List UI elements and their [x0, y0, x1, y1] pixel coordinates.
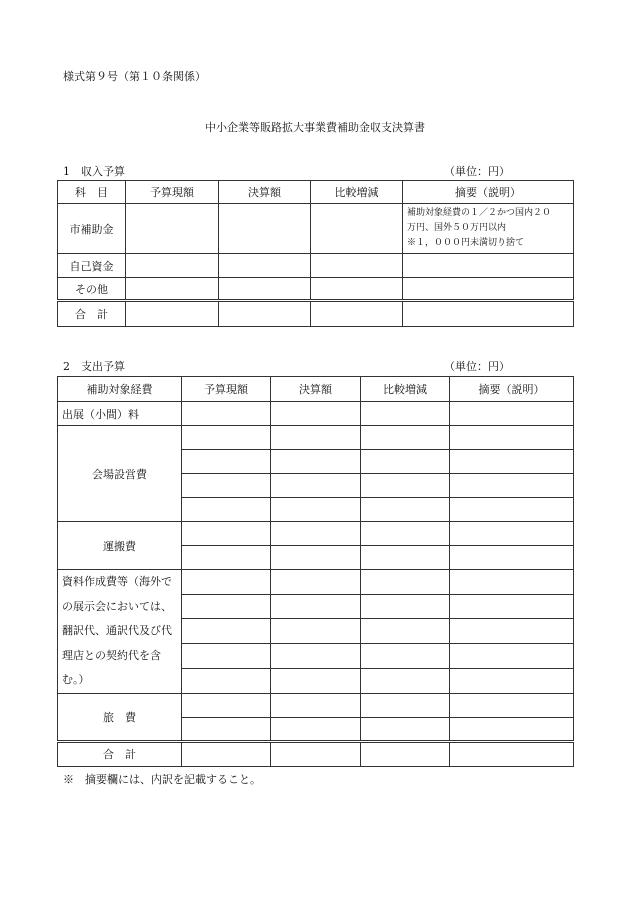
header-subject: 科 目: [58, 181, 126, 204]
subsidy-note-line: 補助対象経費の１／２かつ国内２０: [407, 208, 552, 218]
summary-cell[interactable]: [450, 402, 574, 426]
difference-cell[interactable]: [361, 594, 450, 619]
difference-cell[interactable]: [361, 693, 450, 717]
difference-cell[interactable]: [311, 301, 403, 327]
row-label: その他: [58, 278, 126, 301]
summary-cell[interactable]: [450, 668, 574, 693]
settlement-cell[interactable]: [271, 546, 361, 570]
difference-cell[interactable]: [311, 254, 403, 278]
summary-cell[interactable]: [403, 278, 574, 301]
header-summary: 摘要（説明）: [450, 377, 574, 402]
budget-cell[interactable]: [182, 741, 271, 766]
budget-cell[interactable]: [182, 546, 271, 570]
difference-cell[interactable]: [361, 450, 450, 474]
summary-cell[interactable]: [450, 741, 574, 766]
expense-total-row: [58, 741, 574, 766]
expense-row-exhibition-fee: [58, 402, 574, 426]
income-total-row: [58, 301, 574, 327]
summary-cell[interactable]: [450, 498, 574, 522]
difference-cell[interactable]: [361, 644, 450, 669]
row-label: 自己資金: [58, 254, 126, 278]
difference-cell[interactable]: [361, 426, 450, 450]
difference-cell[interactable]: [361, 546, 450, 570]
summary-cell[interactable]: [450, 474, 574, 498]
header-expense-item: 補助対象経費: [58, 377, 182, 402]
header-settlement: 決算額: [271, 377, 361, 402]
difference-cell[interactable]: [311, 278, 403, 301]
settlement-cell[interactable]: [271, 570, 361, 595]
total-label: 合 計: [58, 301, 126, 327]
total-label: 合 計: [58, 741, 182, 766]
summary-cell[interactable]: [450, 450, 574, 474]
expense-header-row: [58, 377, 574, 402]
row-label: 市補助金: [58, 204, 126, 254]
budget-cell[interactable]: [126, 278, 219, 301]
budget-cell[interactable]: [182, 644, 271, 669]
expense-section-title: 2 支出予算: [63, 360, 125, 373]
budget-cell[interactable]: [182, 402, 271, 426]
budget-cell[interactable]: [182, 474, 271, 498]
summary-cell[interactable]: [403, 254, 574, 278]
budget-cell[interactable]: [126, 254, 219, 278]
income-section-title: 1 収入予算: [63, 165, 125, 178]
expense-row-materials: [58, 570, 574, 595]
settlement-cell[interactable]: [271, 498, 361, 522]
settlement-cell[interactable]: [271, 450, 361, 474]
summary-note-cell[interactable]: [403, 204, 574, 254]
income-table: [57, 180, 574, 327]
budget-cell[interactable]: [182, 450, 271, 474]
form-number: 様式第９号（第１０条関係）: [63, 70, 206, 83]
header-difference: 比較増減: [361, 377, 450, 402]
materials-label-line: の展示会においては、: [62, 599, 172, 613]
row-label: 旅 費: [58, 693, 182, 741]
summary-cell[interactable]: [450, 522, 574, 546]
income-header-row: [58, 181, 574, 204]
materials-label-line: 資料作成費等（海外で: [62, 575, 172, 588]
expense-table: [57, 376, 574, 767]
difference-cell[interactable]: [361, 741, 450, 766]
header-summary: 摘要（説明）: [403, 181, 574, 204]
difference-cell[interactable]: [361, 402, 450, 426]
settlement-cell[interactable]: [271, 668, 361, 693]
expense-row-travel: [58, 693, 574, 717]
budget-cell[interactable]: [182, 717, 271, 741]
income-row-other: [58, 278, 574, 301]
difference-cell[interactable]: [361, 570, 450, 595]
header-budget: 予算現額: [182, 377, 271, 402]
document-title: 中小企業等販路拡大事業費補助金収支決算書: [205, 121, 425, 134]
budget-cell[interactable]: [182, 594, 271, 619]
summary-cell[interactable]: [450, 644, 574, 669]
subsidy-note-line: ※１，０００円未満切り捨て: [407, 238, 525, 248]
summary-cell[interactable]: [450, 546, 574, 570]
expense-unit-label: （単位：円）: [444, 360, 510, 373]
row-label-multiline: [58, 570, 182, 694]
settlement-cell[interactable]: [271, 522, 361, 546]
settlement-cell[interactable]: [219, 278, 311, 301]
budget-cell[interactable]: [182, 619, 271, 644]
budget-cell[interactable]: [182, 426, 271, 450]
difference-cell[interactable]: [361, 668, 450, 693]
settlement-cell[interactable]: [271, 619, 361, 644]
budget-cell[interactable]: [182, 498, 271, 522]
settlement-cell[interactable]: [271, 426, 361, 450]
row-label: 出展（小間）料: [58, 402, 182, 426]
settlement-cell[interactable]: [219, 204, 311, 254]
summary-cell[interactable]: [450, 717, 574, 741]
difference-cell[interactable]: [311, 204, 403, 254]
footnote: ※ 摘要欄には、内訳を記載すること。: [63, 773, 261, 786]
materials-label-line: 翻訳代、通訳代及び代: [62, 624, 172, 637]
summary-cell[interactable]: [403, 301, 574, 327]
settlement-cell[interactable]: [219, 254, 311, 278]
income-unit-label: （単位：円）: [444, 165, 510, 178]
difference-cell[interactable]: [361, 498, 450, 522]
difference-cell[interactable]: [361, 522, 450, 546]
settlement-cell[interactable]: [271, 717, 361, 741]
settlement-cell[interactable]: [219, 301, 311, 327]
budget-cell[interactable]: [126, 301, 219, 327]
header-budget: 予算現額: [126, 181, 219, 204]
difference-cell[interactable]: [361, 619, 450, 644]
summary-cell[interactable]: [450, 594, 574, 619]
row-label: 会場設営費: [58, 426, 182, 522]
difference-cell[interactable]: [361, 474, 450, 498]
header-difference: 比較増減: [311, 181, 403, 204]
budget-cell[interactable]: [182, 668, 271, 693]
income-row-city-subsidy: [58, 204, 574, 254]
income-row-own-funds: [58, 254, 574, 278]
budget-cell[interactable]: [182, 693, 271, 717]
settlement-cell[interactable]: [271, 741, 361, 766]
row-label: 運搬費: [58, 522, 182, 570]
settlement-cell[interactable]: [271, 693, 361, 717]
subsidy-note-line: 万円、国外５０万円以内: [407, 223, 507, 233]
expense-row-transport: [58, 522, 574, 546]
header-settlement: 決算額: [219, 181, 311, 204]
expense-row-venue-setup: [58, 426, 574, 450]
budget-cell[interactable]: [126, 204, 219, 254]
summary-cell[interactable]: [450, 426, 574, 450]
settlement-cell[interactable]: [271, 644, 361, 669]
settlement-cell[interactable]: [271, 474, 361, 498]
budget-cell[interactable]: [182, 570, 271, 595]
materials-label-line: む。）: [62, 673, 90, 686]
summary-cell[interactable]: [450, 570, 574, 595]
summary-cell[interactable]: [450, 693, 574, 717]
summary-cell[interactable]: [450, 619, 574, 644]
difference-cell[interactable]: [361, 717, 450, 741]
budget-cell[interactable]: [182, 522, 271, 546]
materials-label-line: 理店との契約代を含: [62, 648, 161, 662]
settlement-cell[interactable]: [271, 594, 361, 619]
settlement-cell[interactable]: [271, 402, 361, 426]
